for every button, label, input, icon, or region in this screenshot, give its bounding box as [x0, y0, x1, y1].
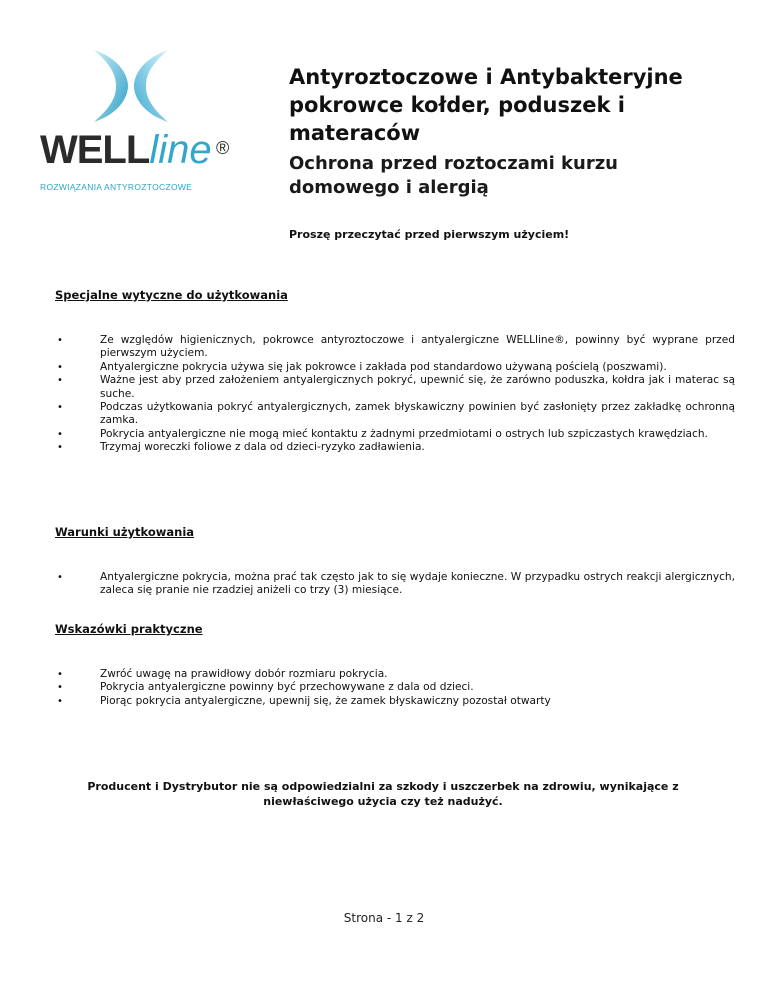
brand-logo — [36, 40, 246, 200]
bullet-list — [55, 668, 735, 708]
section-usage-conditions — [55, 525, 735, 597]
list-item: • Ważne jest aby przed założeniem antyalergicznych pokryć, upewnić się, że zarówno poduszka, kołdra jak i materac są suche. — [55, 374, 735, 401]
list-item: • Ze względów higienicznych, pokrowce antyroztoczowe i antyalergiczne WELLline®, powinny być wyprane przed pierwszym użyciem. — [55, 334, 735, 361]
brand-italic-text: line — [149, 128, 212, 172]
brand-bold-text: WELL — [40, 128, 150, 172]
list-item: • Pokrycia antyalergiczne nie mogą mieć kontaktu z żadnymi przedmiotami o ostrych lub szpiczastych krawędziach. — [55, 428, 735, 441]
section-heading: Wskazówki praktyczne — [55, 622, 203, 636]
section-heading: Warunki użytkowania — [55, 525, 195, 539]
registered-mark: ® — [216, 138, 230, 158]
document-title: Antyroztoczowe i Antybakteryjne pokrowce kołder, poduszek i materaców — [289, 65, 683, 145]
list-item: • Piorąc pokrycia antyalergiczne, upewnij się, że zamek błyskawiczny pozostał otwarty — [55, 695, 735, 708]
section-heading: Specjalne wytyczne do użytkowania — [55, 288, 288, 302]
brand-tagline: ROZWIĄZANIA ANTYROZTOCZOWE — [40, 182, 193, 192]
list-item: • Pokrycia antyalergiczne powinny być przechowywane z dala od dzieci. — [55, 681, 735, 694]
brand-wordmark — [40, 128, 230, 172]
bullet-list — [55, 334, 735, 455]
section-practical-tips — [55, 622, 735, 707]
list-item: • Antyalergiczne pokrycia używa się jak pokrowce i zakłada pod standardowo używaną pościelą (poszwami). — [55, 361, 735, 374]
page-number: Strona - 1 z 2 — [343, 911, 425, 925]
list-item: • Zwróć uwagę na prawidłowy dobór rozmiaru pokrycia. — [55, 668, 735, 681]
read-before-use-note: Proszę przeczytać przed pierwszym użyciem! — [289, 228, 570, 241]
document-subtitle: Ochrona przed roztoczami kurzu domowego i alergią — [289, 153, 618, 198]
list-item: • Podczas użytkowania pokryć antyalergicznych, zamek błyskawiczny powinien być zasłonięty przez zakładkę ochronną zamka. — [55, 401, 735, 428]
list-item: • Antyalergiczne pokrycia, można prać tak często jak to się wydaje konieczne. W przypadku ostrych reakcji alergicznych, zaleca się pranie nie rzadziej aniżeli co trzy (3) miesiące. — [55, 571, 735, 598]
section-usage-guidelines — [55, 288, 735, 454]
liability-disclaimer: Producent i Dystrybutor nie są odpowiedzialni za szkody i uszczerbek na zdrowiu, wynikające z niewłaściwego użycia czy też nadużyć. — [87, 780, 679, 808]
logo-emblem-icon — [88, 44, 174, 128]
bullet-list — [55, 571, 735, 598]
list-item: • Trzymaj woreczki foliowe z dala od dzieci-ryzyko zadławienia. — [55, 441, 735, 454]
